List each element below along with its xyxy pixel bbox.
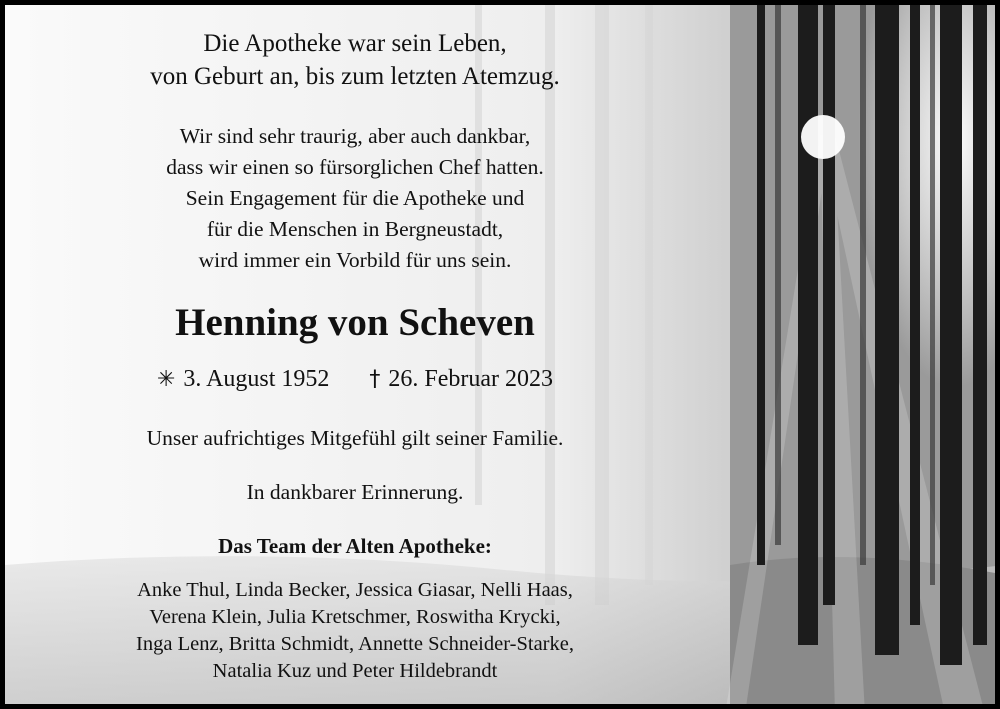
tribute-line-5: wird immer ein Vorbild für uns sein. [198,248,512,272]
tribute-line-4: für die Menschen in Bergneustadt, [206,217,504,241]
motto-line-2: von Geburt an, bis zum letzten Atemzug. [150,63,560,90]
birth-date: 3. August 1952 [183,366,330,392]
remembrance-text: In dankbarer Erinnerung. [246,480,464,504]
death-cross-icon: † [369,367,381,392]
text-column [65,5,645,709]
tribute-line-2: dass wir einen so fürsorglichen Chef hatten. [166,155,544,179]
tribute-line-3: Sein Engagement für die Apotheke und [185,186,525,210]
team-names-line-2: Verena Klein, Julia Kretschmer, Roswitha Krycki, [149,606,561,628]
motto-line-1: Die Apotheke war sein Leben, [203,30,507,57]
tribute-line-1: Wir sind sehr traurig, aber auch dankbar, [179,124,531,148]
birth-star-icon: ✳ [156,367,176,392]
condolence-text: Unser aufrichtiges Mitgefühl gilt seiner Familie. [146,426,564,450]
team-title: Das Team der Alten Apotheke: [218,534,492,558]
team-names-line-4: Natalia Kuz und Peter Hildebrandt [212,660,498,682]
team-names-line-1: Anke Thul, Linda Becker, Jessica Giasar, Nelli Haas, [137,579,573,601]
death-date: 26. Februar 2023 [388,366,554,392]
team-names-line-3: Inga Lenz, Britta Schmidt, Annette Schneider-Starke, [136,633,574,655]
life-dates [65,364,645,395]
deceased-name: Henning von Scheven [175,301,535,344]
